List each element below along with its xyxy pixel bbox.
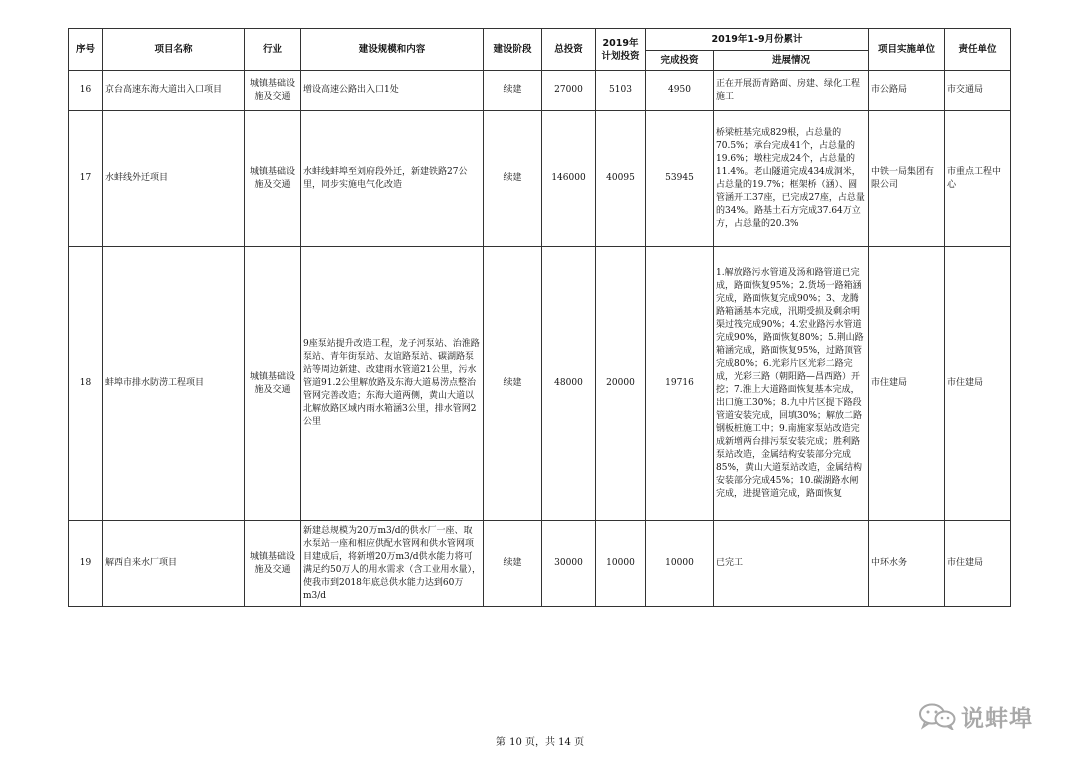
cell-seq: 17 [69,111,103,247]
cell-industry: 城镇基础设施及交通 [245,111,301,247]
cell-stage: 续建 [484,111,542,247]
cell-resp-unit: 市交通局 [945,71,1011,111]
header-name: 项目名称 [103,29,245,71]
cell-total: 146000 [542,111,596,247]
cell-progress: 1.解放路污水管道及汤和路管道已完成，路面恢复95%；2.货场一路箱涵完成，路面恢复完成90%；3、龙腾路箱涵基本完成，汛期受损及剩余明渠过筏完成90%；4.宏业路污水管道完成90%，路面恢复80%；5.荆山路箱涵完成，路面恢复95%，过路顶管完成80%；6.光彩片区光彩二路完成，光彩三路（朝阳路—昌西路）开挖；7.淮上大道路面恢复基本完成，出口施工30%；8.九中片区提下路段管道安装完成，回填30%；解放二路钢板桩施工中；9.南施家泵站改造完成新增两台排污泵安装完成；胜利路泵站改造，金属结构安装部分完成85%，黄山大道泵站改造，金属结构安装部分完成45%；10.碳湖路水闸完成，进提管道完成，路面恢复 [714,247,869,521]
header-industry: 行业 [245,29,301,71]
cell-total: 27000 [542,71,596,111]
cell-scale: 新建总规模为20万m3/d的供水厂一座、取水泵站一座和相应供配水管网和供水管网项目建成后，将新增20万m3/d供水能力将可满足约50万人的用水需求（含工业用水量），使我市到2018年底总供水能力达到60万m3/d [301,521,484,607]
cell-impl-unit: 市公路局 [869,71,945,111]
cell-seq: 18 [69,247,103,521]
header-scale: 建设规模和内容 [301,29,484,71]
cell-name: 解西自来水厂项目 [103,521,245,607]
header-cumulative: 2019年1-9月份累计 [646,29,869,51]
cell-impl-unit: 中环水务 [869,521,945,607]
cell-stage: 续建 [484,247,542,521]
cell-seq: 19 [69,521,103,607]
cell-completed: 10000 [646,521,714,607]
header-resp-unit: 责任单位 [945,29,1011,71]
cell-name: 水蚌线外迁项目 [103,111,245,247]
cell-total: 48000 [542,247,596,521]
cell-plan: 20000 [596,247,646,521]
cell-industry: 城镇基础设施及交通 [245,247,301,521]
cell-impl-unit: 市住建局 [869,247,945,521]
cell-resp-unit: 市重点工程中心 [945,111,1011,247]
cell-scale: 9座泵站提升改造工程，龙子河泵站、治淮路泵站、青年街泵站、友谊路泵站、碳湖路泵站等周边新建、改建雨水管道21公里，污水管道91.2公里解放路及东海大道易涝点整治管网完善改造；东海大道两侧，黄山大道以北解放路区域内雨水箱涵3公里，排水管网2公里 [301,247,484,521]
cell-name: 京台高速东海大道出入口项目 [103,71,245,111]
cell-completed: 19716 [646,247,714,521]
table-row [69,111,1011,247]
header-total: 总投资 [542,29,596,71]
cell-scale: 增设高速公路出入口1处 [301,71,484,111]
watermark [917,698,1067,734]
project-table [68,28,1011,607]
cell-plan: 5103 [596,71,646,111]
cell-impl-unit: 中铁一局集团有限公司 [869,111,945,247]
cell-completed: 4950 [646,71,714,111]
cell-total: 30000 [542,521,596,607]
header-plan: 2019年计划投资 [596,29,646,71]
page-footer: 第 10 页，共 14 页 [495,737,585,748]
wechat-icon [917,702,957,730]
cell-progress: 桥梁桩基完成829根，占总量的70.5%；承台完成41个，占总量的19.6%；墩柱完成24个，占总量的11.4%。老山隧道完成434成洞米，占总量的19.7%；框架桥（涵）、圆管涵开工37座，已完成27座，占总量的34%。路基土石方完成37.64万立方，占总量的20.3% [714,111,869,247]
cell-industry: 城镇基础设施及交通 [245,521,301,607]
table-row [69,71,1011,111]
header-stage: 建设阶段 [484,29,542,71]
header-progress: 进展情况 [714,51,869,71]
cell-plan: 40095 [596,111,646,247]
cell-name: 蚌埠市排水防涝工程项目 [103,247,245,521]
cell-stage: 续建 [484,521,542,607]
header-impl-unit: 项目实施单位 [869,29,945,71]
cell-industry: 城镇基础设施及交通 [245,71,301,111]
watermark-text: 说蚌埠 [961,705,1033,732]
header-seq: 序号 [69,29,103,71]
cell-resp-unit: 市住建局 [945,247,1011,521]
cell-plan: 10000 [596,521,646,607]
cell-seq: 16 [69,71,103,111]
cell-scale: 水蚌线蚌埠至刘府段外迁，新建铁路27公里，同步实施电气化改造 [301,111,484,247]
cell-progress: 正在开展沥青路面、房建、绿化工程施工 [714,71,869,111]
cell-stage: 续建 [484,71,542,111]
header-completed: 完成投资 [646,51,714,71]
table-row [69,521,1011,607]
cell-resp-unit: 市住建局 [945,521,1011,607]
table-row [69,247,1011,521]
cell-progress: 已完工 [714,521,869,607]
cell-completed: 53945 [646,111,714,247]
